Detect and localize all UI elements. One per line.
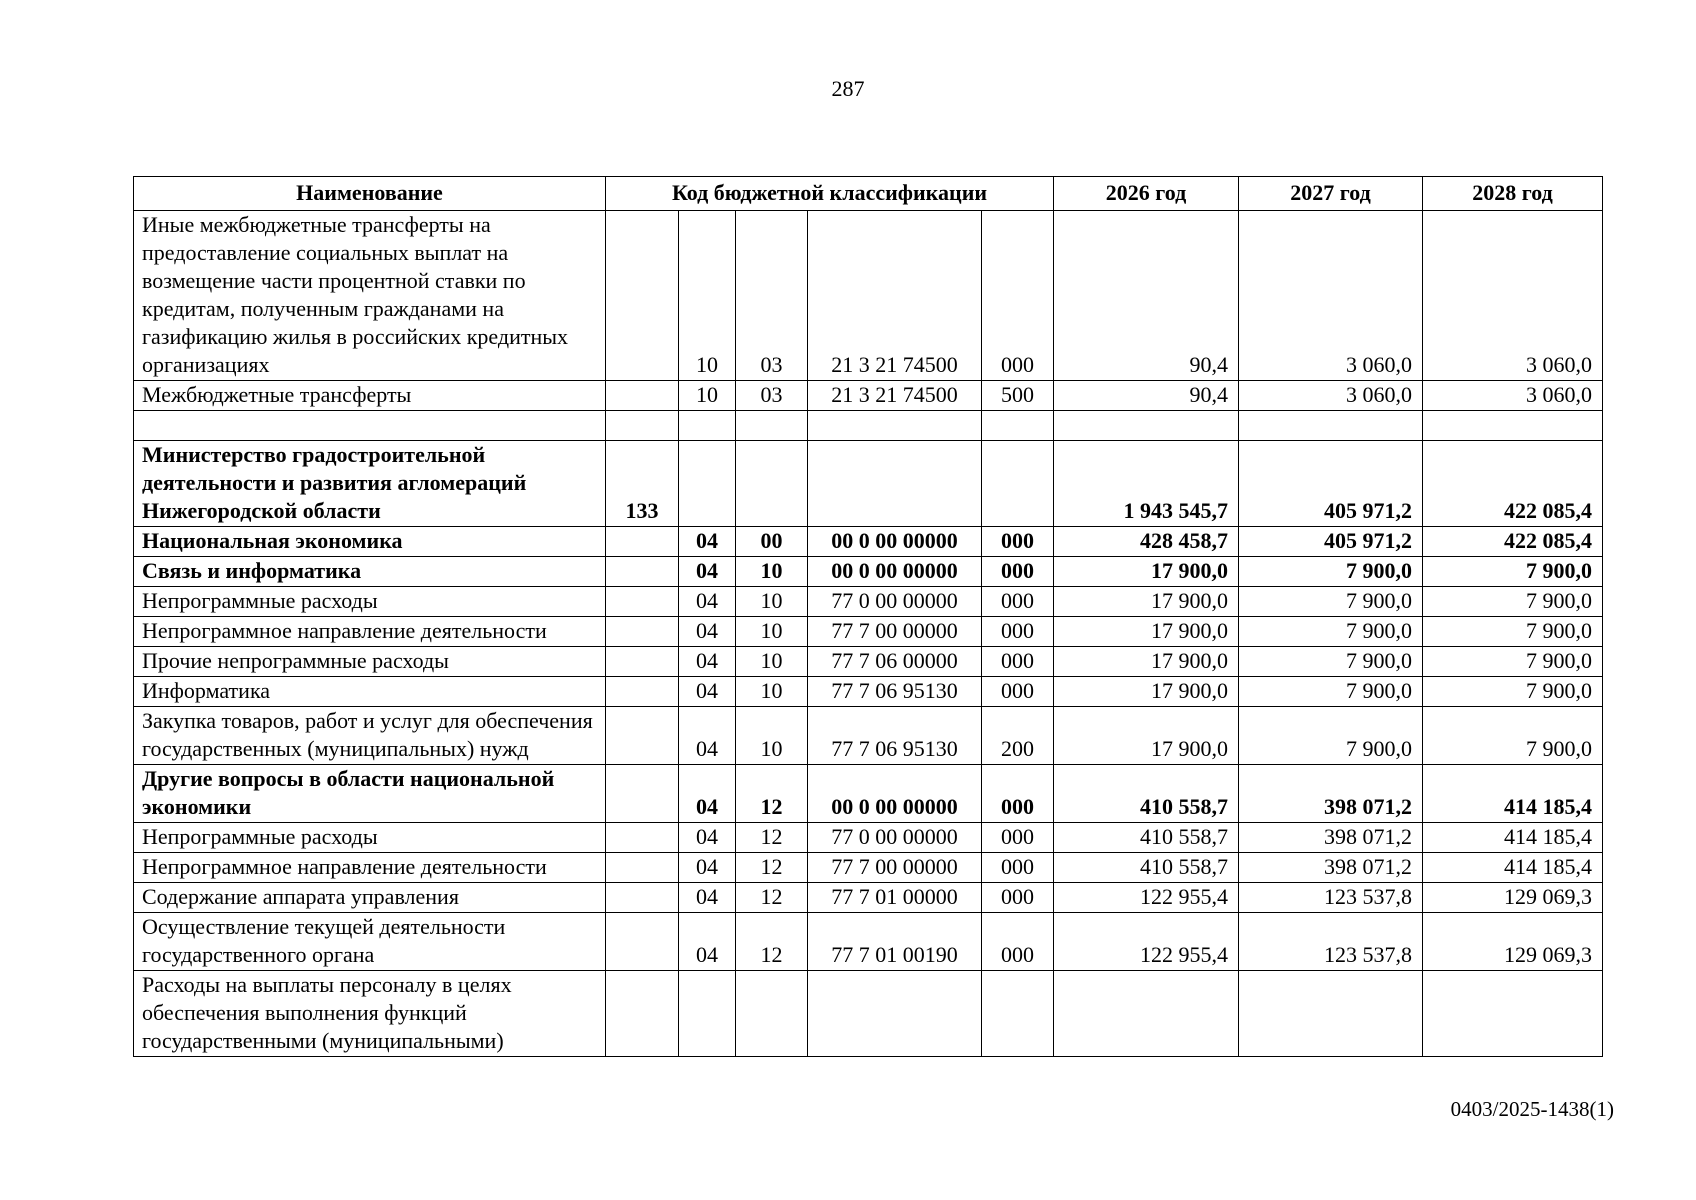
cell-amount-2027: 123 537,8 bbox=[1239, 913, 1423, 971]
cell-name: Закупка товаров, работ и услуг для обеспечения государственных (муниципальных) нужд bbox=[134, 707, 606, 765]
cell-subsection: 03 bbox=[736, 211, 808, 381]
cell-subsection: 10 bbox=[736, 587, 808, 617]
cell-target-article bbox=[808, 411, 982, 441]
cell-expense-type: 000 bbox=[982, 765, 1054, 823]
cell-ministry-code bbox=[606, 211, 679, 381]
cell-ministry-code bbox=[606, 853, 679, 883]
table-row bbox=[134, 913, 1603, 971]
cell-section bbox=[679, 441, 736, 527]
cell-name: Расходы на выплаты персоналу в целях обеспечения выполнения функций государственными (муниципальными) bbox=[134, 971, 606, 1057]
table-row bbox=[134, 557, 1603, 587]
cell-expense-type: 200 bbox=[982, 707, 1054, 765]
cell-section: 10 bbox=[679, 381, 736, 411]
cell-subsection: 03 bbox=[736, 381, 808, 411]
cell-target-article: 00 0 00 00000 bbox=[808, 765, 982, 823]
cell-amount-2026: 410 558,7 bbox=[1054, 765, 1239, 823]
cell-amount-2028: 7 900,0 bbox=[1423, 617, 1603, 647]
cell-subsection: 10 bbox=[736, 677, 808, 707]
cell-section: 04 bbox=[679, 765, 736, 823]
cell-subsection bbox=[736, 411, 808, 441]
cell-amount-2026: 410 558,7 bbox=[1054, 853, 1239, 883]
cell-name: Другие вопросы в области национальной экономики bbox=[134, 765, 606, 823]
table-row bbox=[134, 441, 1603, 527]
cell-section: 04 bbox=[679, 823, 736, 853]
cell-subsection: 12 bbox=[736, 913, 808, 971]
cell-amount-2026: 17 900,0 bbox=[1054, 647, 1239, 677]
cell-section: 04 bbox=[679, 707, 736, 765]
header-year-2027: 2027 год bbox=[1239, 177, 1423, 211]
cell-amount-2026: 90,4 bbox=[1054, 211, 1239, 381]
cell-subsection: 10 bbox=[736, 647, 808, 677]
cell-section: 04 bbox=[679, 913, 736, 971]
cell-name: Иные межбюджетные трансферты на предоставление социальных выплат на возмещение части процентной ставки по кредитам, полученным гражданами на газификацию жилья в российских кредитных организациях bbox=[134, 211, 606, 381]
cell-amount-2028: 7 900,0 bbox=[1423, 707, 1603, 765]
table-row bbox=[134, 765, 1603, 823]
cell-target-article: 77 7 00 00000 bbox=[808, 617, 982, 647]
cell-amount-2028: 3 060,0 bbox=[1423, 211, 1603, 381]
cell-amount-2027: 405 971,2 bbox=[1239, 527, 1423, 557]
cell-amount-2027: 398 071,2 bbox=[1239, 853, 1423, 883]
cell-subsection: 12 bbox=[736, 765, 808, 823]
cell-expense-type: 000 bbox=[982, 853, 1054, 883]
table-row bbox=[134, 411, 1603, 441]
cell-amount-2028: 414 185,4 bbox=[1423, 853, 1603, 883]
table-row bbox=[134, 707, 1603, 765]
cell-amount-2028: 129 069,3 bbox=[1423, 883, 1603, 913]
cell-amount-2026 bbox=[1054, 411, 1239, 441]
cell-amount-2027: 7 900,0 bbox=[1239, 587, 1423, 617]
cell-amount-2026: 17 900,0 bbox=[1054, 677, 1239, 707]
cell-section bbox=[679, 971, 736, 1057]
cell-subsection: 00 bbox=[736, 527, 808, 557]
cell-subsection: 12 bbox=[736, 853, 808, 883]
cell-ministry-code bbox=[606, 823, 679, 853]
cell-ministry-code bbox=[606, 765, 679, 823]
table-header-row bbox=[134, 177, 1603, 211]
cell-amount-2027: 405 971,2 bbox=[1239, 441, 1423, 527]
table-row bbox=[134, 853, 1603, 883]
cell-amount-2028 bbox=[1423, 971, 1603, 1057]
cell-amount-2028: 414 185,4 bbox=[1423, 823, 1603, 853]
cell-section: 04 bbox=[679, 677, 736, 707]
cell-amount-2026: 17 900,0 bbox=[1054, 617, 1239, 647]
cell-target-article: 77 7 06 00000 bbox=[808, 647, 982, 677]
cell-amount-2026 bbox=[1054, 971, 1239, 1057]
cell-target-article: 21 3 21 74500 bbox=[808, 211, 982, 381]
cell-amount-2026: 17 900,0 bbox=[1054, 707, 1239, 765]
cell-amount-2028: 7 900,0 bbox=[1423, 587, 1603, 617]
cell-name: Осуществление текущей деятельности государственного органа bbox=[134, 913, 606, 971]
page-number: 287 bbox=[831, 76, 865, 101]
cell-amount-2027: 7 900,0 bbox=[1239, 677, 1423, 707]
cell-subsection: 10 bbox=[736, 557, 808, 587]
cell-target-article: 77 0 00 00000 bbox=[808, 587, 982, 617]
cell-subsection: 10 bbox=[736, 617, 808, 647]
cell-name: Содержание аппарата управления bbox=[134, 883, 606, 913]
cell-amount-2028 bbox=[1423, 411, 1603, 441]
cell-subsection bbox=[736, 441, 808, 527]
cell-name: Непрограммное направление деятельности bbox=[134, 617, 606, 647]
cell-amount-2026: 122 955,4 bbox=[1054, 913, 1239, 971]
cell-amount-2027: 398 071,2 bbox=[1239, 823, 1423, 853]
cell-ministry-code bbox=[606, 647, 679, 677]
cell-ministry-code bbox=[606, 411, 679, 441]
cell-amount-2028: 422 085,4 bbox=[1423, 441, 1603, 527]
cell-expense-type: 000 bbox=[982, 617, 1054, 647]
cell-amount-2028: 3 060,0 bbox=[1423, 381, 1603, 411]
cell-target-article bbox=[808, 441, 982, 527]
cell-ministry-code bbox=[606, 913, 679, 971]
header-budget-code: Код бюджетной классификации bbox=[606, 177, 1054, 211]
cell-target-article: 21 3 21 74500 bbox=[808, 381, 982, 411]
cell-expense-type: 000 bbox=[982, 557, 1054, 587]
cell-ministry-code bbox=[606, 557, 679, 587]
cell-subsection bbox=[736, 971, 808, 1057]
cell-ministry-code bbox=[606, 587, 679, 617]
cell-expense-type bbox=[982, 971, 1054, 1057]
cell-amount-2027: 3 060,0 bbox=[1239, 381, 1423, 411]
cell-amount-2027: 7 900,0 bbox=[1239, 557, 1423, 587]
table-row bbox=[134, 883, 1603, 913]
cell-name: Связь и информатика bbox=[134, 557, 606, 587]
cell-target-article: 77 7 06 95130 bbox=[808, 707, 982, 765]
cell-expense-type: 500 bbox=[982, 381, 1054, 411]
cell-section: 04 bbox=[679, 527, 736, 557]
cell-target-article: 77 7 01 00000 bbox=[808, 883, 982, 913]
cell-ministry-code bbox=[606, 707, 679, 765]
cell-expense-type: 000 bbox=[982, 883, 1054, 913]
cell-amount-2028: 7 900,0 bbox=[1423, 557, 1603, 587]
table-row bbox=[134, 823, 1603, 853]
cell-amount-2028: 129 069,3 bbox=[1423, 913, 1603, 971]
header-name: Наименование bbox=[134, 177, 606, 211]
table-row bbox=[134, 381, 1603, 411]
header-year-2026: 2026 год bbox=[1054, 177, 1239, 211]
cell-target-article bbox=[808, 971, 982, 1057]
cell-amount-2027: 3 060,0 bbox=[1239, 211, 1423, 381]
cell-amount-2027: 123 537,8 bbox=[1239, 883, 1423, 913]
cell-expense-type: 000 bbox=[982, 211, 1054, 381]
cell-expense-type: 000 bbox=[982, 823, 1054, 853]
cell-amount-2027: 7 900,0 bbox=[1239, 617, 1423, 647]
cell-amount-2027: 7 900,0 bbox=[1239, 647, 1423, 677]
cell-subsection: 12 bbox=[736, 823, 808, 853]
cell-amount-2028: 422 085,4 bbox=[1423, 527, 1603, 557]
cell-target-article: 77 7 01 00190 bbox=[808, 913, 982, 971]
cell-ministry-code bbox=[606, 677, 679, 707]
cell-name: Министерство градостроительной деятельности и развития агломераций Нижегородской области bbox=[134, 441, 606, 527]
cell-expense-type bbox=[982, 411, 1054, 441]
cell-expense-type: 000 bbox=[982, 587, 1054, 617]
cell-ministry-code bbox=[606, 381, 679, 411]
cell-ministry-code: 133 bbox=[606, 441, 679, 527]
cell-amount-2027: 398 071,2 bbox=[1239, 765, 1423, 823]
table-body bbox=[134, 177, 1603, 1057]
table-row bbox=[134, 587, 1603, 617]
cell-section: 04 bbox=[679, 883, 736, 913]
cell-name: Информатика bbox=[134, 677, 606, 707]
cell-ministry-code bbox=[606, 617, 679, 647]
cell-amount-2026: 122 955,4 bbox=[1054, 883, 1239, 913]
cell-amount-2026: 17 900,0 bbox=[1054, 557, 1239, 587]
cell-amount-2028: 7 900,0 bbox=[1423, 677, 1603, 707]
budget-table bbox=[133, 176, 1603, 1057]
cell-expense-type: 000 bbox=[982, 677, 1054, 707]
cell-amount-2027: 7 900,0 bbox=[1239, 707, 1423, 765]
document-code: 0403/2025-1438(1) bbox=[1450, 1097, 1614, 1121]
cell-ministry-code bbox=[606, 971, 679, 1057]
cell-subsection: 10 bbox=[736, 707, 808, 765]
table-row bbox=[134, 617, 1603, 647]
cell-amount-2027 bbox=[1239, 411, 1423, 441]
cell-name bbox=[134, 411, 606, 441]
table-row bbox=[134, 647, 1603, 677]
cell-section: 04 bbox=[679, 617, 736, 647]
cell-name: Прочие непрограммные расходы bbox=[134, 647, 606, 677]
header-year-2028: 2028 год bbox=[1423, 177, 1603, 211]
cell-section: 04 bbox=[679, 587, 736, 617]
table-row bbox=[134, 527, 1603, 557]
cell-subsection: 12 bbox=[736, 883, 808, 913]
cell-target-article: 00 0 00 00000 bbox=[808, 557, 982, 587]
cell-ministry-code bbox=[606, 883, 679, 913]
cell-name: Непрограммное направление деятельности bbox=[134, 853, 606, 883]
cell-amount-2027 bbox=[1239, 971, 1423, 1057]
cell-amount-2026: 90,4 bbox=[1054, 381, 1239, 411]
cell-expense-type: 000 bbox=[982, 647, 1054, 677]
cell-section: 04 bbox=[679, 853, 736, 883]
cell-amount-2028: 7 900,0 bbox=[1423, 647, 1603, 677]
cell-section: 04 bbox=[679, 557, 736, 587]
table-row bbox=[134, 211, 1603, 381]
cell-target-article: 77 0 00 00000 bbox=[808, 823, 982, 853]
cell-expense-type: 000 bbox=[982, 527, 1054, 557]
cell-amount-2026: 410 558,7 bbox=[1054, 823, 1239, 853]
cell-ministry-code bbox=[606, 527, 679, 557]
cell-amount-2028: 414 185,4 bbox=[1423, 765, 1603, 823]
cell-target-article: 00 0 00 00000 bbox=[808, 527, 982, 557]
cell-name: Межбюджетные трансферты bbox=[134, 381, 606, 411]
table-row bbox=[134, 677, 1603, 707]
cell-expense-type: 000 bbox=[982, 913, 1054, 971]
cell-expense-type bbox=[982, 441, 1054, 527]
cell-section: 04 bbox=[679, 647, 736, 677]
cell-amount-2026: 428 458,7 bbox=[1054, 527, 1239, 557]
cell-section bbox=[679, 411, 736, 441]
cell-target-article: 77 7 00 00000 bbox=[808, 853, 982, 883]
cell-name: Непрограммные расходы bbox=[134, 823, 606, 853]
cell-name: Непрограммные расходы bbox=[134, 587, 606, 617]
cell-amount-2026: 17 900,0 bbox=[1054, 587, 1239, 617]
table-row bbox=[134, 971, 1603, 1057]
cell-section: 10 bbox=[679, 211, 736, 381]
cell-target-article: 77 7 06 95130 bbox=[808, 677, 982, 707]
cell-amount-2026: 1 943 545,7 bbox=[1054, 441, 1239, 527]
cell-name: Национальная экономика bbox=[134, 527, 606, 557]
